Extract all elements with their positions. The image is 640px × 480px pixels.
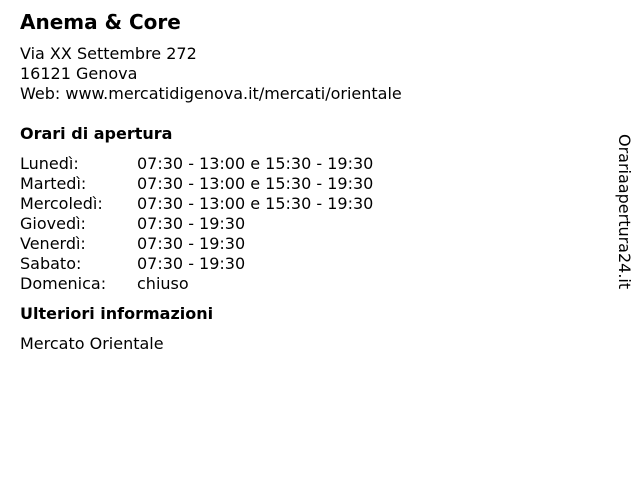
more-info-title: Ulteriori informazioni xyxy=(20,304,214,323)
hours-value: 07:30 - 19:30 xyxy=(137,234,246,253)
hours-row-thursday xyxy=(20,214,610,234)
hours-row-wednesday xyxy=(20,194,610,214)
hours-value: 07:30 - 13:00 e 15:30 - 19:30 xyxy=(137,194,374,213)
address-line-1: Via XX Settembre 272 xyxy=(20,44,197,63)
more-info-text: Mercato Orientale xyxy=(20,334,164,353)
website-text: Web: www.mercatidigenova.it/mercati/orientale xyxy=(20,84,402,103)
address-line-2: 16121 Genova xyxy=(20,64,138,83)
hours-day-label: Giovedì: xyxy=(20,214,86,233)
hours-day-label: Lunedì: xyxy=(20,154,79,173)
hours-day-label: Mercoledì: xyxy=(20,194,103,213)
hours-day-label: Martedì: xyxy=(20,174,87,193)
hours-row-sunday xyxy=(20,274,610,294)
opening-hours-title: Orari di apertura xyxy=(20,124,173,143)
hours-row-monday xyxy=(20,154,610,174)
hours-row-friday xyxy=(20,234,610,254)
hours-day-label: Sabato: xyxy=(20,254,82,273)
hours-value: 07:30 - 13:00 e 15:30 - 19:30 xyxy=(137,154,374,173)
hours-value: 07:30 - 13:00 e 15:30 - 19:30 xyxy=(137,174,374,193)
hours-row-saturday xyxy=(20,254,610,274)
hours-value: chiuso xyxy=(137,274,189,293)
hours-value: 07:30 - 19:30 xyxy=(137,254,246,273)
hours-day-label: Venerdì: xyxy=(20,234,86,253)
hours-row-tuesday xyxy=(20,174,610,194)
hours-value: 07:30 - 19:30 xyxy=(137,214,246,233)
address-block xyxy=(20,44,610,104)
side-brand-watermark: Orariaapertura24.it xyxy=(615,134,634,290)
opening-hours-list xyxy=(20,154,610,294)
business-info-page xyxy=(20,10,610,354)
business-name: Anema & Core xyxy=(20,10,181,34)
hours-day-label: Domenica: xyxy=(20,274,107,293)
